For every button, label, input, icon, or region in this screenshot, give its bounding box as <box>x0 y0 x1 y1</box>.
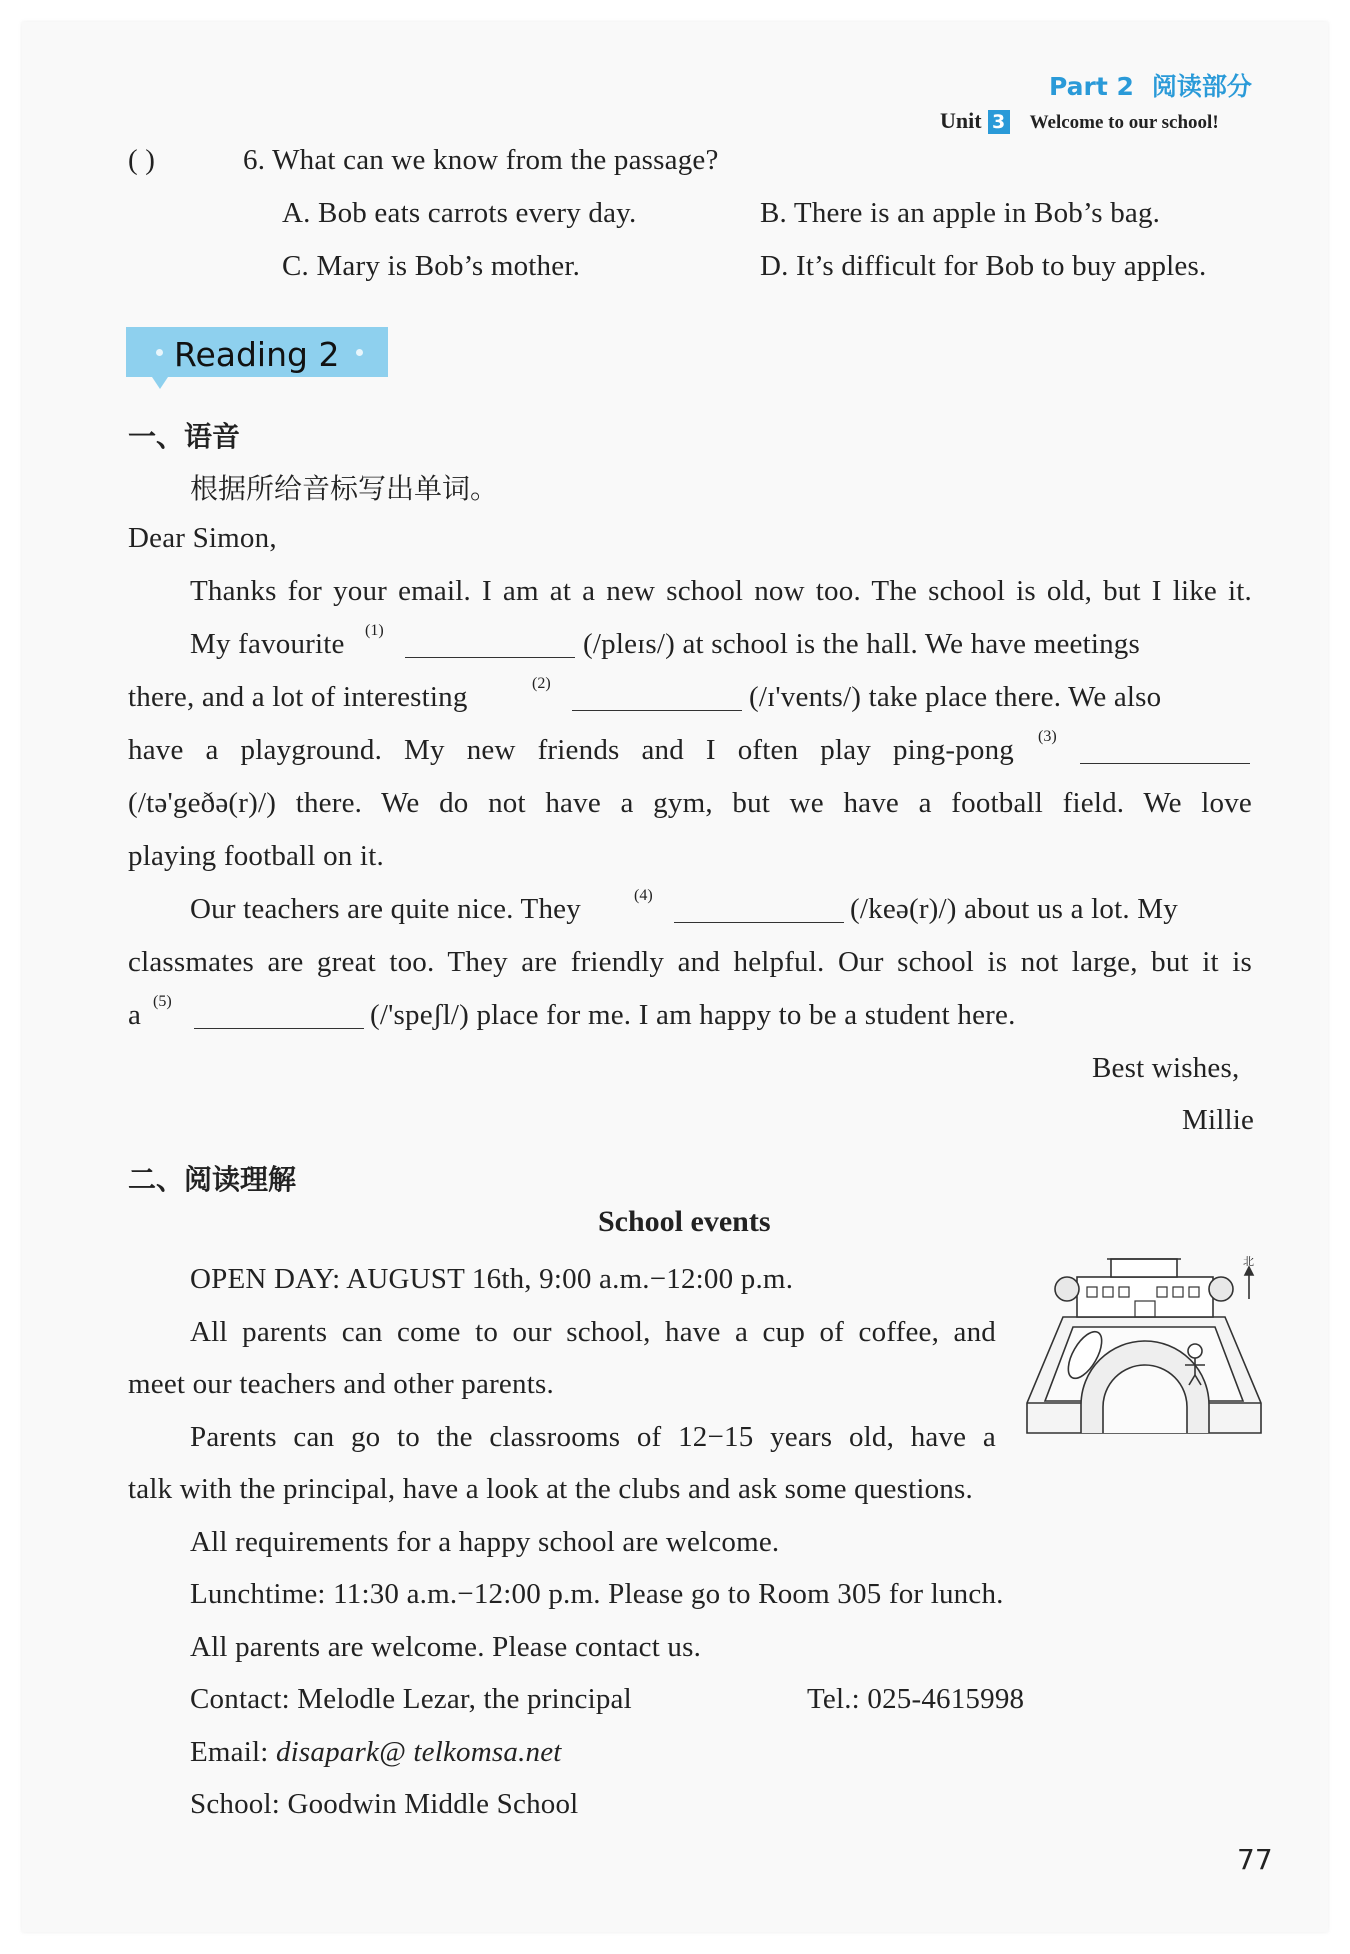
unit-number-badge: 3 <box>988 110 1010 134</box>
letter-p1-line5: (/tə'geðə(r)/) there. We do not have a gym, but we have a football field. We love <box>128 787 1252 819</box>
events-line-8: All parents are welcome. Please contact us. <box>190 1631 702 1663</box>
blank-number-2: (2) <box>532 675 551 692</box>
letter-p1-line2b: (/pleɪs/) at school is the hall. We have meetings <box>583 628 1140 660</box>
answer-paren: ( ) <box>128 144 156 176</box>
reading-2-tab <box>126 327 388 377</box>
tel-line: Tel.: 025-4615998 <box>807 1683 1025 1715</box>
section-1-title: 一、语音 <box>128 420 241 453</box>
events-line-5: talk with the principal, have a look at the clubs and ask some questions. <box>128 1473 973 1505</box>
school-line: School: Goodwin Middle School <box>190 1788 579 1820</box>
option-d: D. It’s difficult for Bob to buy apples. <box>760 250 1207 282</box>
letter-p2-line1a: Our teachers are quite nice. They <box>190 893 581 925</box>
email-address: disapark@ telkomsa.net <box>275 1736 562 1768</box>
letter-p2-line3a: a <box>128 999 142 1031</box>
events-line-6: All requirements for a happy school are welcome. <box>190 1526 780 1558</box>
section-2-title: 二、阅读理解 <box>128 1163 297 1196</box>
events-line-2: All parents can come to our school, have a cup of coffee, and <box>190 1316 996 1348</box>
letter-p1-line6: playing football on it. <box>128 840 384 872</box>
blank-number-4: (4) <box>634 887 653 904</box>
blank-number-1: (1) <box>365 622 384 639</box>
email-line <box>190 1736 562 1769</box>
letter-p1-line1: Thanks for your email. I am at a new school now too. The school is old, but I like it. <box>190 575 1252 607</box>
option-a: A. Bob eats carrots every day. <box>282 197 637 229</box>
lunchtime-line: Lunchtime: 11:30 a.m.−12:00 p.m. Please go to Room 305 for lunch. <box>190 1578 1004 1610</box>
blank-number-3: (3) <box>1038 728 1057 745</box>
page-number: 77 <box>1237 1843 1273 1876</box>
question-stem: 6. What can we know from the passage? <box>243 144 719 176</box>
blank-5[interactable] <box>194 1006 364 1029</box>
letter-p1-line3b: (/ɪ'vents/) take place there. We also <box>749 681 1162 713</box>
unit-title: Welcome to our school! <box>1029 112 1219 133</box>
unit-heading <box>940 108 1219 134</box>
letter-closing: Best wishes, <box>1092 1052 1240 1084</box>
blank-number-5: (5) <box>153 993 172 1010</box>
letter-p2-line1b: (/keə(r)/) about us a lot. My <box>850 893 1178 925</box>
contact-line: Contact: Melodle Lezar, the principal <box>190 1683 632 1715</box>
events-line-3: meet our teachers and other parents. <box>128 1368 554 1400</box>
unit-label: Unit <box>940 108 982 133</box>
letter-p2-line3b: (/'speʃl/) place for me. I am happy to be a student here. <box>370 999 1016 1031</box>
letter-p1-line2a: My favourite <box>190 628 345 660</box>
section-1-instruction: 根据所给音标写出单词。 <box>190 472 499 505</box>
option-b: B. There is an apple in Bob’s bag. <box>760 197 1161 229</box>
events-line-4: Parents can go to the classrooms of 12−15 years old, have a <box>190 1421 996 1453</box>
blank-1[interactable] <box>405 635 575 658</box>
letter-p1-line3a: there, and a lot of interesting <box>128 681 468 713</box>
letter-p2-line2: classmates are great too. They are friendly and helpful. Our school is not large, but it is <box>128 946 1252 978</box>
blank-3[interactable] <box>1080 741 1250 764</box>
north-mark: 北 <box>1243 1255 1254 1268</box>
letter-p1-line4a: have a playground. My new friends and I often play ping-pong <box>128 734 1014 766</box>
open-day-line: OPEN DAY: AUGUST 16th, 9:00 a.m.−12:00 p.m. <box>190 1263 794 1295</box>
part-label: Part 2 <box>1049 72 1134 101</box>
reading-2-label: Reading 2 <box>174 335 340 374</box>
blank-4[interactable] <box>674 900 844 923</box>
letter-greeting: Dear Simon, <box>128 522 277 554</box>
blank-2[interactable] <box>572 688 742 711</box>
events-title: School events <box>598 1205 771 1238</box>
email-label: Email: <box>190 1736 269 1768</box>
letter-signature: Millie <box>1182 1104 1255 1136</box>
part-cn-label: 阅读部分 <box>1151 72 1252 101</box>
option-c: C. Mary is Bob’s mother. <box>282 250 581 282</box>
part-heading <box>1049 67 1252 103</box>
school-map-illustration <box>1025 1255 1265 1437</box>
